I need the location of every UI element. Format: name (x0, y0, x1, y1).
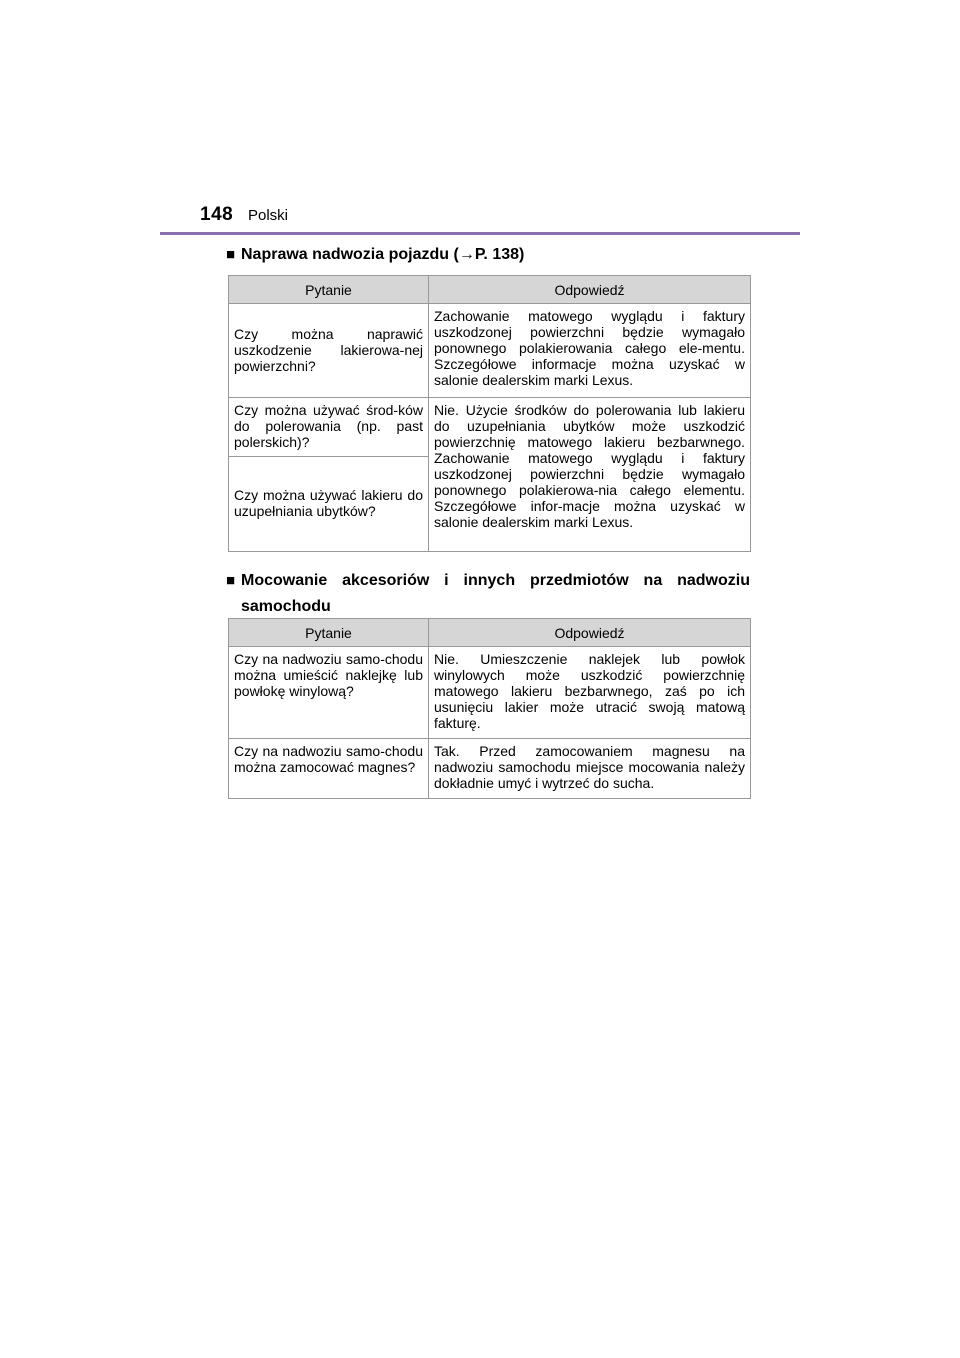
header-divider (160, 232, 800, 235)
qa-table-accessories (228, 618, 751, 799)
table-row (229, 739, 751, 799)
page-header (200, 204, 800, 232)
column-header-answer: Odpowiedź (429, 619, 751, 647)
answer-cell: Tak. Przed zamocowaniem magnesu na nadwoziu samochodu miejsce mocowania należy dokładnie umyć i wytrzeć do sucha. (429, 739, 751, 799)
square-bullet-icon: ■ (226, 246, 236, 263)
page-reference-link[interactable]: P. 138) (474, 246, 525, 263)
answer-cell: Zachowanie matowego wyglądu i faktury uszkodzonej powierzchni będzie wymagało ponownego polakierowania całego ele-mentu. Szczegółowe informacje można uzyskać w salonie dealerskim marki Lexus. (429, 304, 751, 398)
table-row (229, 304, 751, 398)
table-header-row (229, 619, 751, 647)
section-title-body-repair: ■ Naprawa nadwozia pojazdu (→P. 138) (228, 242, 750, 268)
column-header-answer: Odpowiedź (429, 276, 751, 304)
section-title-accessories: ■ Mocowanie akcesoriów i innych przedmiotów na nadwoziu samochodu (228, 568, 750, 620)
question-cell: Czy na nadwoziu samo-chodu można zamocować magnes? (229, 739, 429, 799)
square-bullet-icon: ■ (226, 572, 236, 589)
answer-cell: Nie. Umieszczenie naklejek lub powłok winylowych może uszkodzić powierzchnię matowego lakieru bezbarwnego, zaś po ich usunięciu lakier może utracić swoją matową fakturę. (429, 647, 751, 739)
language-label: Polski (248, 207, 289, 224)
table-header-row (229, 276, 751, 304)
qa-table-body-repair (228, 275, 751, 552)
column-header-question: Pytanie (229, 276, 429, 304)
table-row (229, 647, 751, 739)
arrow-right-icon: → (458, 246, 475, 263)
question-cell: Czy można używać środ-ków do polerowania (np. past polerskich)? (229, 398, 429, 457)
question-cell: Czy można używać lakieru do uzupełniania ubytków? (229, 457, 429, 552)
question-cell: Czy na nadwoziu samo-chodu można umieścić naklejkę lub powłokę winylową? (229, 647, 429, 739)
column-header-question: Pytanie (229, 619, 429, 647)
answer-cell: Nie. Użycie środków do polerowania lub lakieru do uzupełniania ubytków może uszkodzić powierzchnię matowego lakieru bezbarwnego. Zachowanie matowego wyglądu i faktury uszkodzonej powierzchni będzie wymagało ponownego polakierowa-nia całego elementu. Szczegółowe infor-macje można uzyskać w salonie dealerskim marki Lexus. (429, 398, 751, 552)
page-number: 148 (200, 204, 234, 225)
table-row (229, 398, 751, 457)
question-cell: Czy można naprawić uszkodzenie lakierowa-nej powierzchni? (229, 304, 429, 398)
